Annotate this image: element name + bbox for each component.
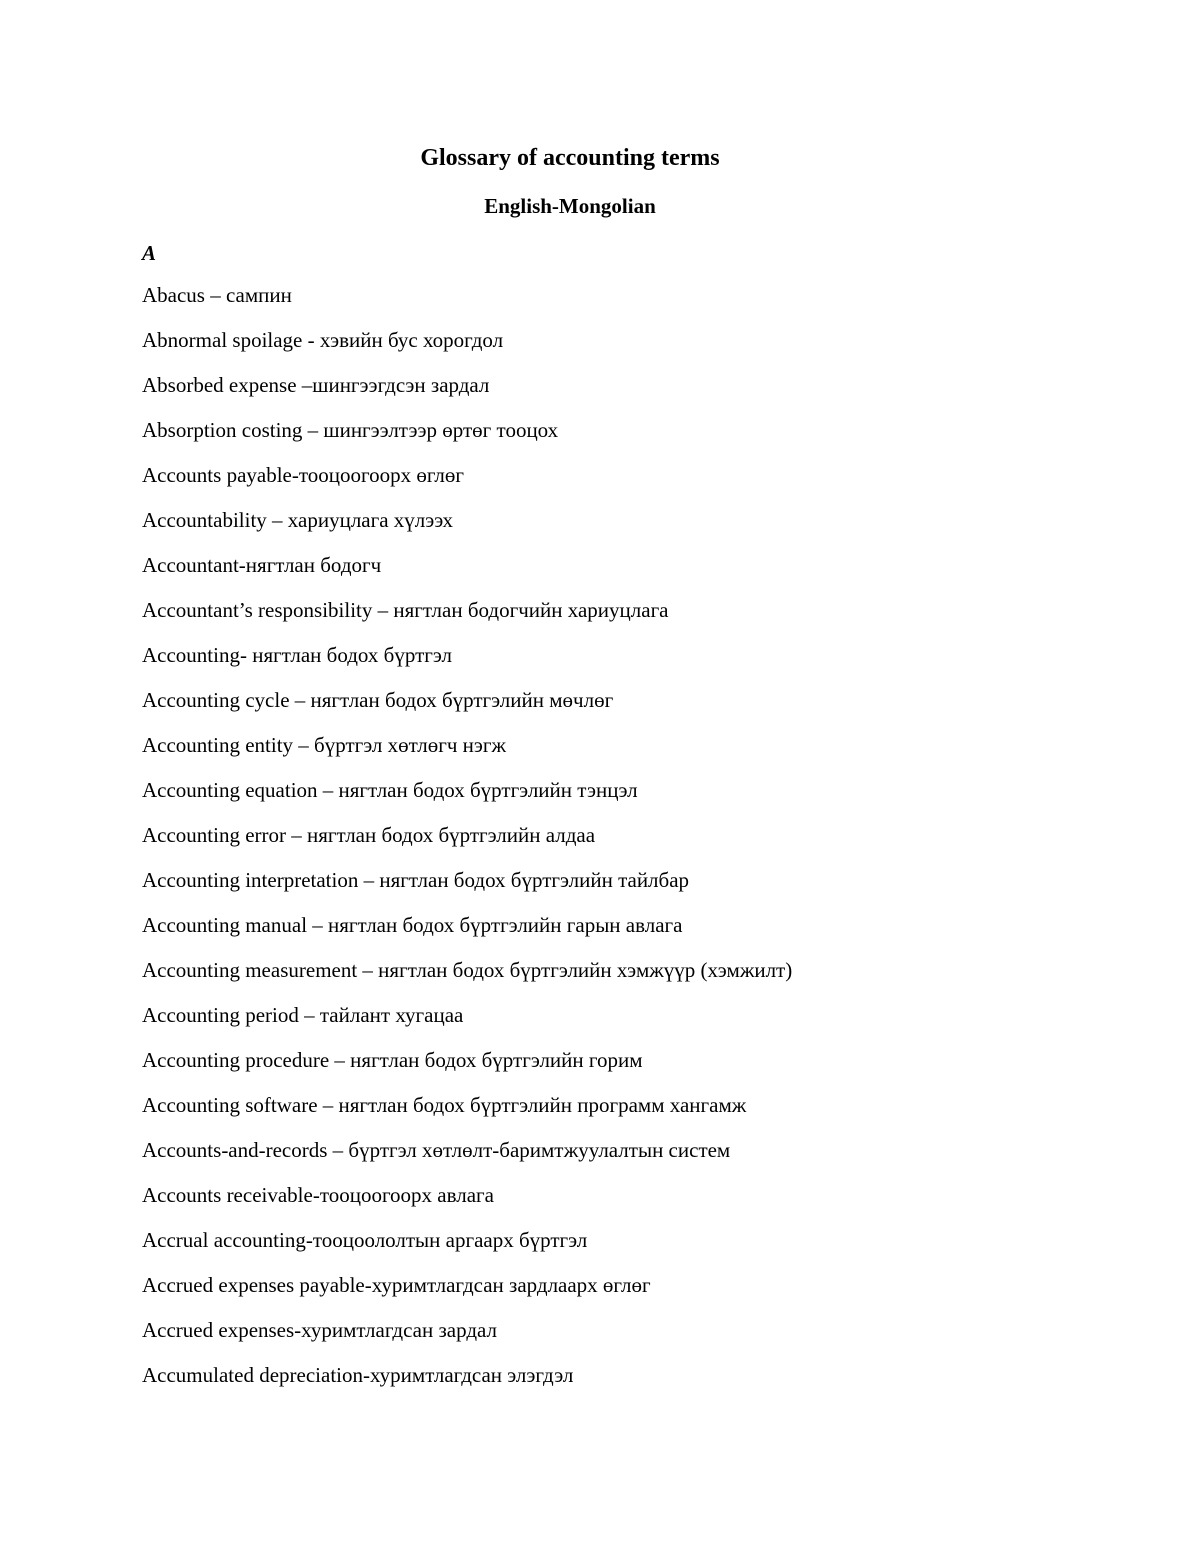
glossary-entry: Accumulated depreciation-хуримтлагдсан элэгдэл [142,1363,574,1387]
glossary-entry: Accounting cycle – нягтлан бодох бүртгэлийн мөчлөг [142,688,614,712]
glossary-entry: Absorbed expense –шингээгдсэн зардал [142,373,490,397]
glossary-entry: Accounting software – нягтлан бодох бүртгэлийн программ хангамж [142,1093,747,1117]
glossary-entry: Accrual accounting-тооцоололтын аргаарх бүртгэл [142,1228,588,1252]
glossary-entry: Accountant-нягтлан бодогч [142,553,382,577]
glossary-list [142,280,792,1405]
glossary-entry: Accounting interpretation – нягтлан бодох бүртгэлийн тайлбар [142,868,690,892]
glossary-entry: Accountability – хариуцлага хүлээх [142,508,453,532]
document-title: Glossary of accounting terms [420,145,720,171]
glossary-entry: Accounts-and-records – бүртгэл хөтлөлт-баримтжуулалтын систем [142,1138,731,1162]
glossary-entry: Accounts receivable-тооцоогоорх авлага [142,1183,494,1207]
glossary-entry: Abnormal spoilage - хэвийн бус хорогдол [142,328,504,352]
section-letter: A [142,241,157,265]
glossary-entry: Accrued expenses-хуримтлагдсан зардал [142,1318,498,1342]
glossary-entry: Abacus – сампин [142,283,292,307]
glossary-entry: Accounting manual – нягтлан бодох бүртгэлийн гарын авлага [142,913,683,937]
glossary-entry: Accountant’s responsibility – нягтлан бодогчийн хариуцлага [142,598,669,622]
glossary-entry: Accounting- нягтлан бодох бүртгэл [142,643,452,667]
glossary-entry: Accounting procedure – нягтлан бодох бүртгэлийн горим [142,1048,643,1072]
glossary-entry: Absorption costing – шингээлтээр өртөг тооцох [142,418,559,442]
glossary-entry: Accounting error – нягтлан бодох бүртгэлийн алдаа [142,823,596,847]
glossary-entry: Accounting measurement – нягтлан бодох бүртгэлийн хэмжүүр (хэмжилт) [142,958,793,982]
glossary-entry: Accounting equation – нягтлан бодох бүртгэлийн тэнцэл [142,778,638,802]
glossary-entry: Accounting period – тайлант хугацаа [142,1003,464,1027]
glossary-entry: Accrued expenses payable-хуримтлагдсан зардлаарх өглөг [142,1273,651,1297]
document-subtitle: English-Mongolian [484,194,656,218]
glossary-entry: Accounting entity – бүртгэл хөтлөгч нэгж [142,733,507,757]
glossary-entry: Accounts payable-тооцоогоорх өглөг [142,463,464,487]
